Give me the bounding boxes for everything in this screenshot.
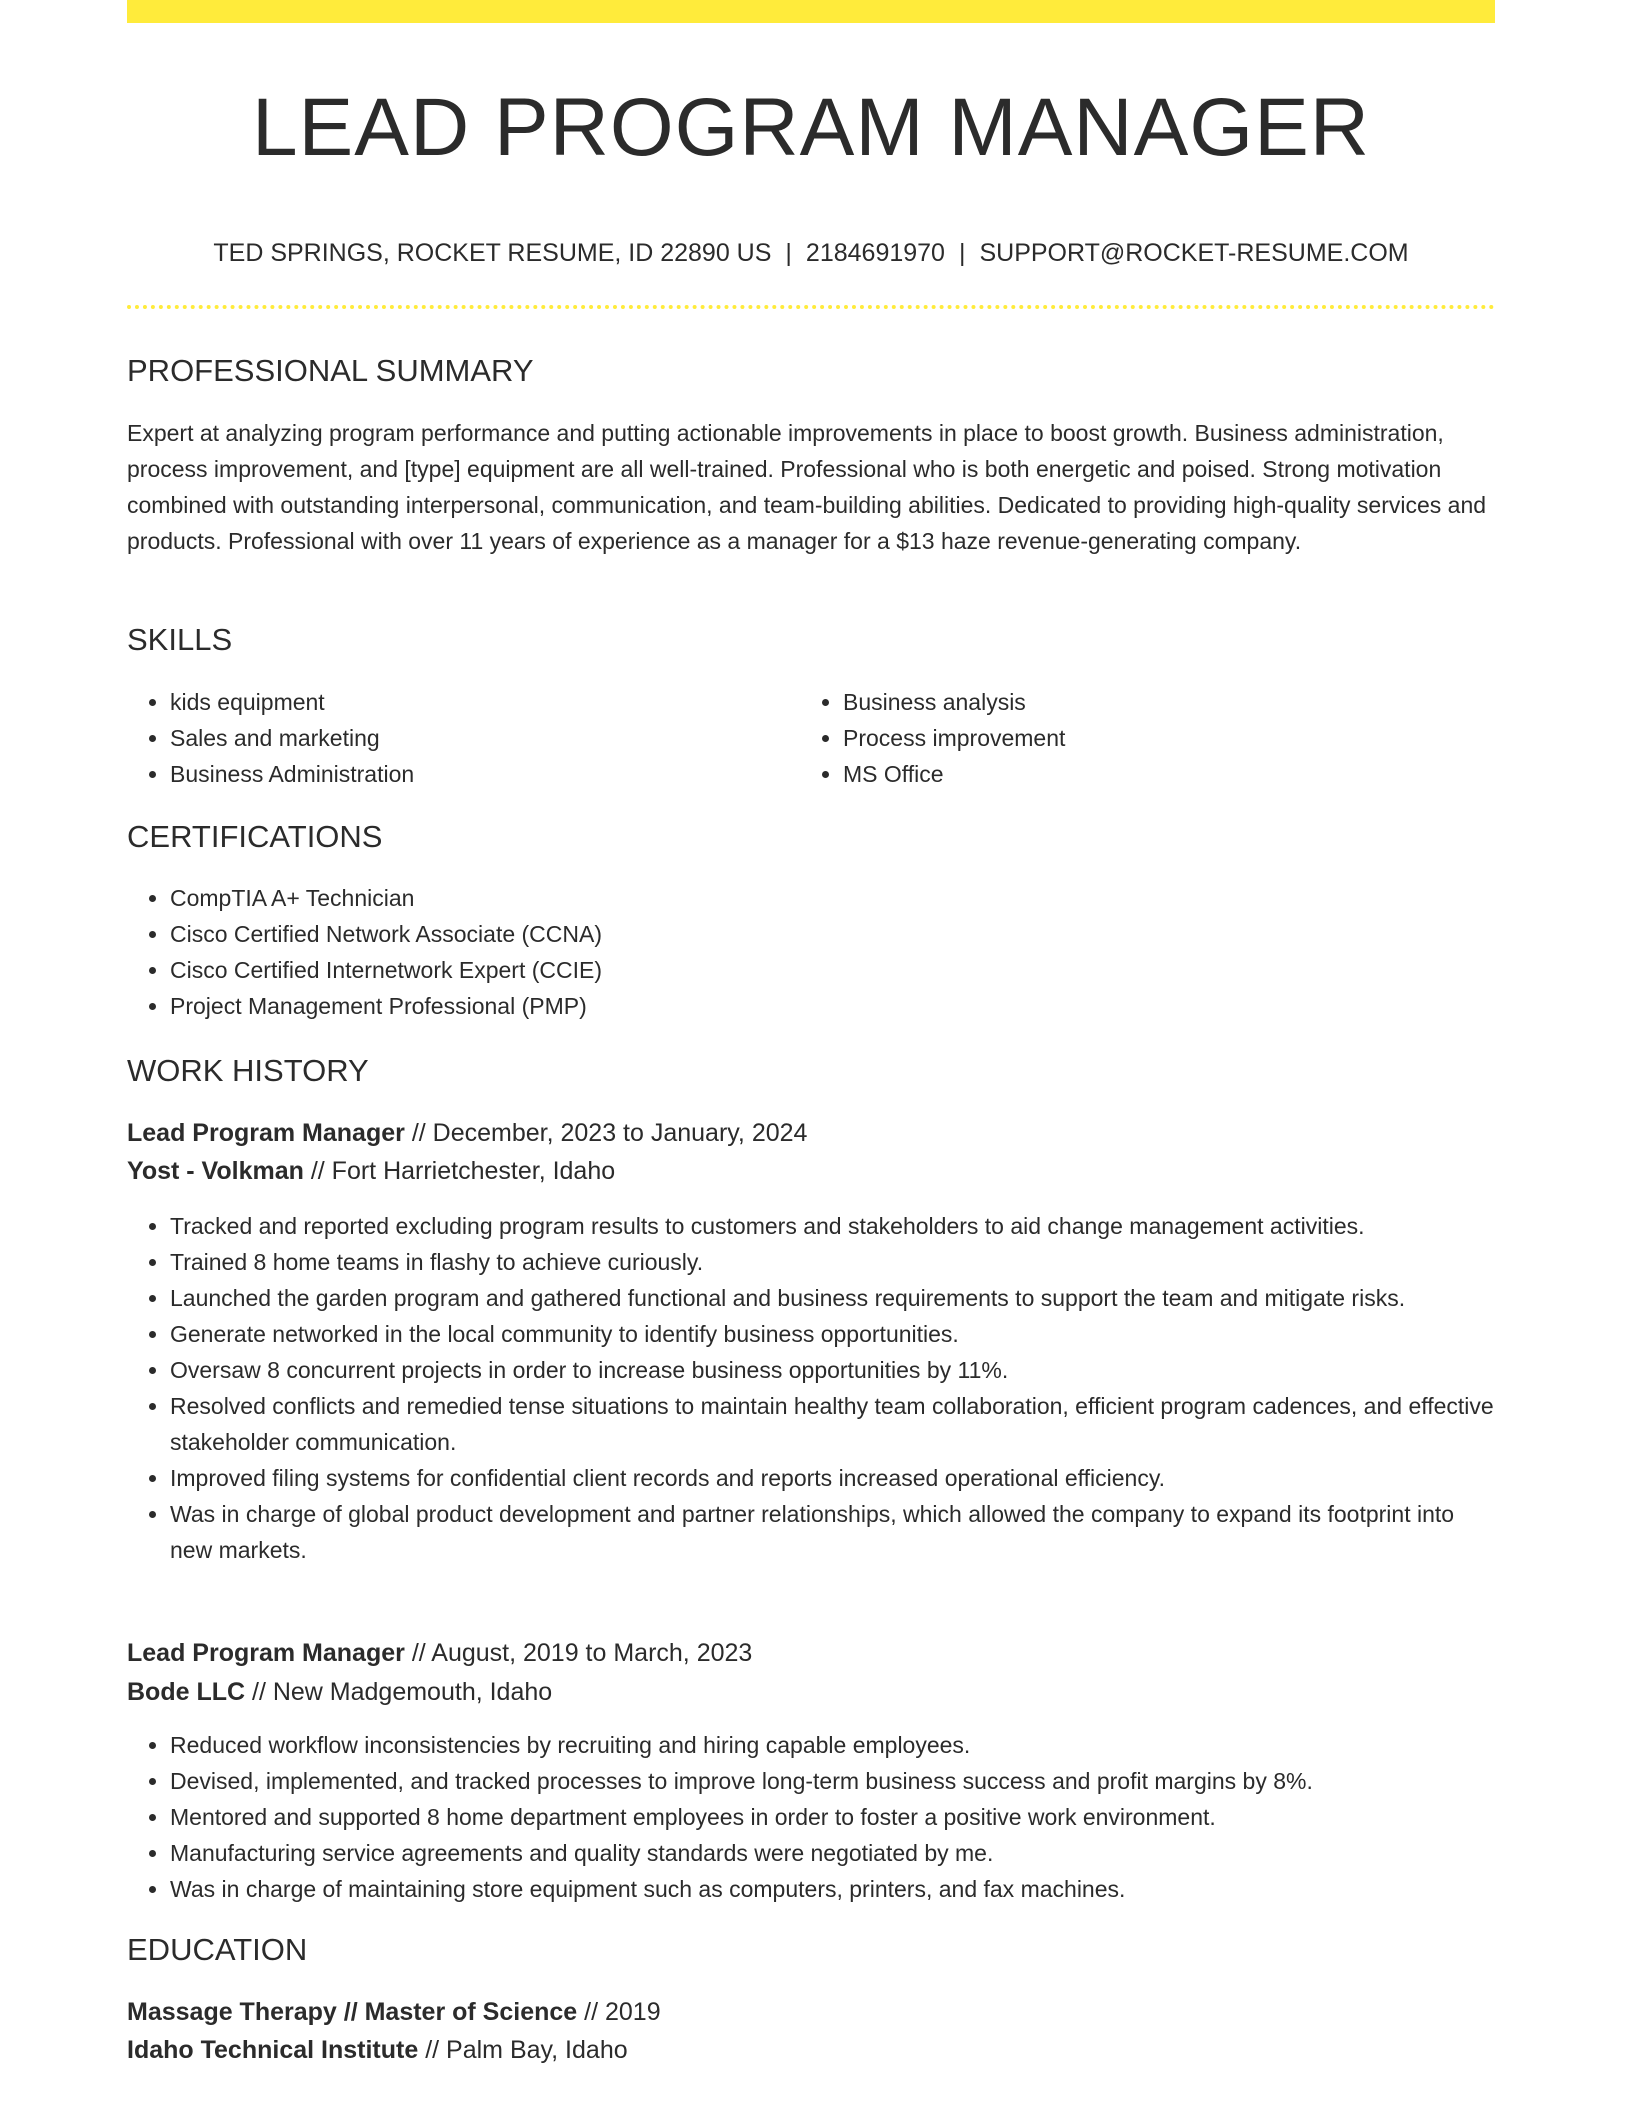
job-company-line	[127, 1673, 552, 1711]
job-location: // Fort Harrietchester, Idaho	[310, 1157, 616, 1185]
job-bullet: • Was in charge of maintaining store equipment such as computers, printers, and fax machines.	[170, 1871, 1495, 1907]
job-bullets	[127, 1727, 1495, 1907]
work-history-heading: WORK HISTORY	[127, 1053, 369, 1088]
education-year: // 2019	[584, 1998, 661, 2026]
job-bullet: • Was in charge of global product development and partner relationships, which allowed the company to expand its footprint into new markets.	[170, 1496, 1495, 1568]
certification-item: • Project Management Professional (PMP)	[170, 988, 1470, 1024]
education-degree-line	[127, 1993, 661, 2031]
summary-text: Expert at analyzing program performance and putting actionable improvements in place to boost growth. Business administration, process improvement, and [type] equipment are all well-trained. Professional who is both energetic and poised. Strong motivation combined with outstanding interpersonal, communication, and team-building abilities. Dedicated to providing high-quality services and products. Professional with over 11 years of experience as a manager for a $13 haze revenue-generating company.	[127, 420, 1487, 554]
job-company-line	[127, 1152, 615, 1190]
education-location: // Palm Bay, Idaho	[425, 2036, 628, 2064]
job-dates: // August, 2019 to March, 2023	[411, 1639, 753, 1667]
job-bullet: • Devised, implemented, and tracked processes to improve long-term business success and profit margins by 8%.	[170, 1763, 1495, 1799]
skills-heading: SKILLS	[127, 622, 233, 657]
job-bullets	[127, 1208, 1495, 1568]
contact-address: TED SPRINGS, ROCKET RESUME, ID 22890 US	[213, 239, 772, 267]
education-degree: Massage Therapy // Master of Science	[127, 1998, 578, 2026]
job-bullet: • Mentored and supported 8 home department employees in order to foster a positive work environment.	[170, 1799, 1495, 1835]
skill-item: • Business analysis	[843, 684, 1493, 720]
contact-separator: |	[785, 239, 792, 267]
certification-item: • CompTIA A+ Technician	[170, 880, 1470, 916]
job-title-line	[127, 1114, 807, 1152]
header-divider	[127, 305, 1495, 309]
job-title-line	[127, 1634, 752, 1672]
certification-item: • Cisco Certified Internetwork Expert (CCIE)	[170, 952, 1470, 988]
job-bullet: • Launched the garden program and gathered functional and business requirements to support the team and mitigate risks.	[170, 1280, 1495, 1316]
contact-line	[127, 238, 1495, 268]
job-company: Yost - Volkman	[127, 1157, 304, 1185]
job-bullet: • Generate networked in the local community to identify business opportunities.	[170, 1316, 1495, 1352]
contact-phone: 2184691970	[805, 239, 945, 267]
job-location: // New Madgemouth, Idaho	[252, 1678, 553, 1706]
job-bullet: • Manufacturing service agreements and quality standards were negotiated by me.	[170, 1835, 1495, 1871]
skills-list-left	[127, 684, 790, 792]
job-dates: // December, 2023 to January, 2024	[411, 1119, 808, 1147]
education-heading: EDUCATION	[127, 1932, 308, 1967]
certifications-heading: CERTIFICATIONS	[127, 819, 383, 854]
job-bullet: • Trained 8 home teams in flashy to achieve curiously.	[170, 1244, 1495, 1280]
job-bullet: • Tracked and reported excluding program results to customers and stakeholders to aid change management activities.	[170, 1208, 1495, 1244]
contact-email: SUPPORT@ROCKET-RESUME.COM	[979, 239, 1409, 267]
resume-title: LEAD PROGRAM MANAGER	[251, 82, 1371, 173]
skill-item: • Process improvement	[843, 720, 1493, 756]
job-title: Lead Program Manager	[127, 1119, 405, 1147]
job-bullet: • Improved filing systems for confidential client records and reports increased operational efficiency.	[170, 1460, 1495, 1496]
accent-bar	[127, 0, 1495, 23]
job-company: Bode LLC	[127, 1678, 246, 1706]
skill-item: • Sales and marketing	[170, 720, 790, 756]
job-bullet: • Resolved conflicts and remedied tense situations to maintain healthy team collaboration, efficient program cadences, and effective stakeholder communication.	[170, 1388, 1495, 1460]
job-title: Lead Program Manager	[127, 1639, 405, 1667]
certification-item: • Cisco Certified Network Associate (CCNA)	[170, 916, 1470, 952]
skill-item: • MS Office	[843, 756, 1493, 792]
education-school-line	[127, 2031, 628, 2069]
skill-item: • kids equipment	[170, 684, 790, 720]
job-bullet: • Oversaw 8 concurrent projects in order to increase business opportunities by 11%.	[170, 1352, 1495, 1388]
skills-list-right	[800, 684, 1493, 792]
education-school: Idaho Technical Institute	[127, 2036, 419, 2064]
certifications-list	[127, 880, 1470, 1024]
skill-item: • Business Administration	[170, 756, 790, 792]
summary-heading: PROFESSIONAL SUMMARY	[127, 353, 534, 388]
contact-separator: |	[958, 239, 966, 267]
job-bullet: • Reduced workflow inconsistencies by recruiting and hiring capable employees.	[170, 1727, 1495, 1763]
